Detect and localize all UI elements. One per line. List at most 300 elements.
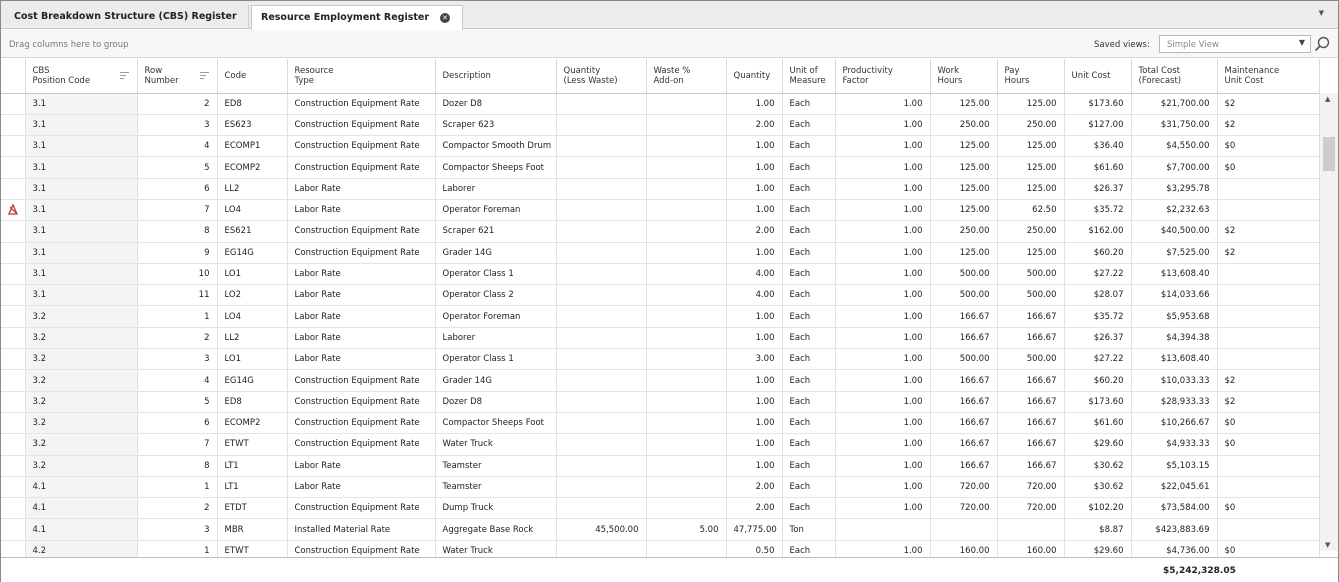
table-cell[interactable] [646, 306, 726, 327]
tab-cbs-register[interactable] [5, 5, 249, 29]
scroll-up-icon[interactable]: ▲ [1325, 95, 1331, 103]
search-icon[interactable] [1314, 36, 1330, 52]
table-cell[interactable]: Each [782, 349, 835, 370]
table-cell[interactable]: Each [782, 242, 835, 263]
table-cell[interactable]: 1.00 [835, 349, 930, 370]
sort-icon[interactable] [120, 72, 129, 80]
table-cell[interactable]: 3 [137, 519, 217, 540]
table-cell[interactable]: 3.1 [25, 136, 137, 157]
table-cell[interactable]: 3.2 [25, 327, 137, 348]
table-cell[interactable]: 3.1 [25, 263, 137, 284]
table-row[interactable] [1, 306, 1319, 327]
table-cell[interactable]: ECOMP2 [217, 412, 287, 433]
table-cell[interactable]: 5 [137, 157, 217, 178]
table-cell[interactable]: 166.67 [997, 370, 1064, 391]
table-cell[interactable] [556, 221, 646, 242]
table-cell[interactable] [556, 455, 646, 476]
table-cell[interactable]: 1.00 [726, 178, 782, 199]
table-cell[interactable]: $27.22 [1064, 263, 1131, 284]
table-cell[interactable]: Construction Equipment Rate [287, 136, 435, 157]
table-cell[interactable]: ES621 [217, 221, 287, 242]
table-cell[interactable]: 1.00 [835, 93, 930, 114]
table-cell[interactable]: $30.62 [1064, 476, 1131, 497]
table-cell[interactable]: 166.67 [997, 327, 1064, 348]
table-cell[interactable]: 8 [137, 221, 217, 242]
tab-resource-employment-register[interactable] [251, 5, 463, 30]
table-cell[interactable]: 62.50 [997, 199, 1064, 220]
table-cell[interactable]: $2 [1217, 242, 1319, 263]
table-cell[interactable] [556, 263, 646, 284]
table-cell[interactable]: 3.1 [25, 157, 137, 178]
table-cell[interactable]: $102.20 [1064, 498, 1131, 519]
table-cell[interactable]: Laborer [435, 327, 556, 348]
table-cell[interactable]: LO2 [217, 285, 287, 306]
table-cell[interactable]: Operator Foreman [435, 306, 556, 327]
table-cell[interactable]: Each [782, 285, 835, 306]
table-cell[interactable]: 125.00 [930, 199, 997, 220]
table-row[interactable] [1, 114, 1319, 135]
table-cell[interactable]: 1.00 [835, 157, 930, 178]
table-cell[interactable]: 1.00 [835, 306, 930, 327]
table-cell[interactable]: $2 [1217, 370, 1319, 391]
table-cell[interactable] [646, 349, 726, 370]
table-cell[interactable]: $35.72 [1064, 199, 1131, 220]
table-cell[interactable]: $60.20 [1064, 370, 1131, 391]
table-cell[interactable]: 2.00 [726, 221, 782, 242]
column-header[interactable] [997, 59, 1064, 93]
table-cell[interactable]: $2 [1217, 391, 1319, 412]
table-cell[interactable]: $2 [1217, 93, 1319, 114]
table-cell[interactable]: 125.00 [930, 242, 997, 263]
table-cell[interactable]: EG14G [217, 242, 287, 263]
table-cell[interactable]: Dozer D8 [435, 93, 556, 114]
chevron-down-icon[interactable]: ▼ [1318, 9, 1324, 17]
table-row[interactable] [1, 242, 1319, 263]
table-cell[interactable]: 47,775.00 [726, 519, 782, 540]
table-cell[interactable]: 1.00 [835, 178, 930, 199]
table-cell[interactable] [556, 114, 646, 135]
table-cell[interactable]: 166.67 [930, 370, 997, 391]
table-cell[interactable]: ES623 [217, 114, 287, 135]
table-cell[interactable]: $13,608.40 [1131, 349, 1217, 370]
table-cell[interactable]: 1.00 [835, 327, 930, 348]
column-header[interactable] [556, 59, 646, 93]
table-cell[interactable]: Construction Equipment Rate [287, 434, 435, 455]
table-cell[interactable]: 3.1 [25, 178, 137, 199]
table-cell[interactable]: 0.50 [726, 540, 782, 561]
table-cell[interactable] [646, 455, 726, 476]
table-cell[interactable] [1217, 285, 1319, 306]
table-cell[interactable]: Labor Rate [287, 476, 435, 497]
table-cell[interactable]: 125.00 [997, 136, 1064, 157]
table-cell[interactable]: 4 [137, 370, 217, 391]
table-cell[interactable]: Each [782, 221, 835, 242]
table-cell[interactable]: 160.00 [997, 540, 1064, 561]
table-cell[interactable]: 10 [137, 263, 217, 284]
table-cell[interactable]: 1.00 [835, 434, 930, 455]
table-cell[interactable] [556, 306, 646, 327]
column-header[interactable] [835, 59, 930, 93]
table-cell[interactable]: Labor Rate [287, 178, 435, 199]
table-cell[interactable]: 2 [137, 498, 217, 519]
table-cell[interactable]: 125.00 [997, 242, 1064, 263]
table-cell[interactable] [556, 391, 646, 412]
table-cell[interactable]: 1.00 [835, 412, 930, 433]
table-cell[interactable] [646, 285, 726, 306]
table-cell[interactable]: $26.37 [1064, 327, 1131, 348]
table-cell[interactable] [646, 136, 726, 157]
table-cell[interactable]: 3.2 [25, 412, 137, 433]
table-cell[interactable]: 3.2 [25, 370, 137, 391]
table-cell[interactable]: ED8 [217, 93, 287, 114]
table-cell[interactable]: 166.67 [997, 434, 1064, 455]
table-cell[interactable]: 1.00 [835, 476, 930, 497]
table-cell[interactable]: Each [782, 178, 835, 199]
table-cell[interactable]: 166.67 [930, 455, 997, 476]
table-row[interactable] [1, 434, 1319, 455]
table-cell[interactable]: 125.00 [930, 157, 997, 178]
table-cell[interactable]: 4.2 [25, 540, 137, 561]
table-cell[interactable]: 125.00 [997, 93, 1064, 114]
table-cell[interactable]: $7,700.00 [1131, 157, 1217, 178]
table-cell[interactable] [1217, 519, 1319, 540]
table-row[interactable] [1, 199, 1319, 220]
table-cell[interactable]: 2 [137, 93, 217, 114]
table-cell[interactable]: $4,550.00 [1131, 136, 1217, 157]
table-cell[interactable]: Each [782, 540, 835, 561]
table-cell[interactable]: 1.00 [726, 93, 782, 114]
table-cell[interactable]: $61.60 [1064, 412, 1131, 433]
table-cell[interactable] [646, 157, 726, 178]
table-cell[interactable]: $29.60 [1064, 434, 1131, 455]
table-cell[interactable]: $423,883.69 [1131, 519, 1217, 540]
table-cell[interactable]: Grader 14G [435, 242, 556, 263]
table-cell[interactable]: 6 [137, 178, 217, 199]
table-cell[interactable]: $10,033.33 [1131, 370, 1217, 391]
table-cell[interactable]: Construction Equipment Rate [287, 221, 435, 242]
table-cell[interactable]: 166.67 [930, 327, 997, 348]
table-cell[interactable]: $28.07 [1064, 285, 1131, 306]
table-cell[interactable]: 3.1 [25, 114, 137, 135]
table-cell[interactable]: $0 [1217, 434, 1319, 455]
scroll-down-icon[interactable]: ▼ [1325, 541, 1331, 549]
table-cell[interactable]: ECOMP1 [217, 136, 287, 157]
table-cell[interactable]: 250.00 [997, 114, 1064, 135]
table-row[interactable] [1, 93, 1319, 114]
table-cell[interactable]: $29.60 [1064, 540, 1131, 561]
table-row[interactable] [1, 221, 1319, 242]
table-cell[interactable]: 1.00 [726, 136, 782, 157]
table-cell[interactable]: Dump Truck [435, 498, 556, 519]
table-cell[interactable] [646, 370, 726, 391]
table-cell[interactable]: $162.00 [1064, 221, 1131, 242]
table-cell[interactable]: $13,608.40 [1131, 263, 1217, 284]
table-row[interactable] [1, 136, 1319, 157]
table-row[interactable] [1, 327, 1319, 348]
table-cell[interactable]: 3.1 [25, 93, 137, 114]
table-cell[interactable]: $3,295.78 [1131, 178, 1217, 199]
table-cell[interactable]: 166.67 [997, 412, 1064, 433]
table-cell[interactable]: $5,953.68 [1131, 306, 1217, 327]
table-cell[interactable]: MBR [217, 519, 287, 540]
table-cell[interactable] [646, 93, 726, 114]
column-header[interactable] [782, 59, 835, 93]
table-cell[interactable]: Each [782, 263, 835, 284]
column-header[interactable] [287, 59, 435, 93]
column-header[interactable] [217, 59, 287, 93]
table-cell[interactable]: 1.00 [726, 370, 782, 391]
table-cell[interactable]: 7 [137, 199, 217, 220]
table-cell[interactable]: 4 [137, 136, 217, 157]
table-cell[interactable]: 1.00 [726, 391, 782, 412]
table-cell[interactable] [646, 391, 726, 412]
table-cell[interactable]: 1.00 [835, 114, 930, 135]
table-cell[interactable] [1217, 178, 1319, 199]
table-cell[interactable]: $2,232.63 [1131, 199, 1217, 220]
table-cell[interactable]: 1.00 [835, 136, 930, 157]
table-cell[interactable]: 4.00 [726, 285, 782, 306]
table-cell[interactable]: ETDT [217, 498, 287, 519]
table-cell[interactable]: Dozer D8 [435, 391, 556, 412]
table-cell[interactable] [646, 327, 726, 348]
table-cell[interactable]: 4.1 [25, 476, 137, 497]
table-cell[interactable]: Each [782, 370, 835, 391]
table-cell[interactable]: 1.00 [835, 370, 930, 391]
table-cell[interactable]: Labor Rate [287, 285, 435, 306]
table-cell[interactable]: $60.20 [1064, 242, 1131, 263]
table-cell[interactable]: 500.00 [930, 349, 997, 370]
table-cell[interactable]: Labor Rate [287, 199, 435, 220]
table-row[interactable] [1, 391, 1319, 412]
table-cell[interactable] [646, 242, 726, 263]
table-cell[interactable] [556, 412, 646, 433]
table-row[interactable] [1, 370, 1319, 391]
table-cell[interactable]: $14,033.66 [1131, 285, 1217, 306]
table-cell[interactable]: 1.00 [726, 199, 782, 220]
table-cell[interactable]: 1.00 [835, 221, 930, 242]
table-cell[interactable]: Each [782, 498, 835, 519]
table-cell[interactable]: Installed Material Rate [287, 519, 435, 540]
column-header[interactable] [930, 59, 997, 93]
group-panel[interactable] [1, 30, 1338, 58]
table-cell[interactable]: 11 [137, 285, 217, 306]
table-cell[interactable]: 3.1 [25, 285, 137, 306]
column-header[interactable] [25, 59, 137, 93]
table-cell[interactable] [556, 476, 646, 497]
table-cell[interactable]: Construction Equipment Rate [287, 93, 435, 114]
table-cell[interactable] [1217, 327, 1319, 348]
table-cell[interactable]: 3.2 [25, 391, 137, 412]
table-cell[interactable]: Labor Rate [287, 327, 435, 348]
table-cell[interactable] [646, 476, 726, 497]
table-cell[interactable]: 3.2 [25, 306, 137, 327]
table-cell[interactable]: Compactor Sheeps Foot [435, 157, 556, 178]
table-cell[interactable]: $0 [1217, 540, 1319, 561]
table-cell[interactable] [556, 178, 646, 199]
table-cell[interactable]: $28,933.33 [1131, 391, 1217, 412]
table-cell[interactable]: 5.00 [646, 519, 726, 540]
table-cell[interactable]: LT1 [217, 476, 287, 497]
table-cell[interactable]: 166.67 [930, 434, 997, 455]
column-header[interactable] [137, 59, 217, 93]
table-cell[interactable]: 1 [137, 306, 217, 327]
table-cell[interactable]: Each [782, 476, 835, 497]
table-cell[interactable]: 250.00 [930, 221, 997, 242]
table-cell[interactable]: $0 [1217, 498, 1319, 519]
table-cell[interactable]: Grader 14G [435, 370, 556, 391]
table-cell[interactable]: LT1 [217, 455, 287, 476]
table-cell[interactable]: 5 [137, 391, 217, 412]
table-cell[interactable]: Each [782, 391, 835, 412]
table-cell[interactable]: $21,700.00 [1131, 93, 1217, 114]
table-cell[interactable]: 4.00 [726, 263, 782, 284]
table-cell[interactable]: 1.00 [835, 199, 930, 220]
table-cell[interactable] [646, 199, 726, 220]
table-cell[interactable]: 3.1 [25, 199, 137, 220]
table-cell[interactable]: 125.00 [930, 136, 997, 157]
table-cell[interactable]: Compactor Smooth Drum [435, 136, 556, 157]
table-cell[interactable]: Operator Foreman [435, 199, 556, 220]
table-cell[interactable]: 500.00 [997, 285, 1064, 306]
table-cell[interactable]: $8.87 [1064, 519, 1131, 540]
table-cell[interactable]: 1.00 [726, 434, 782, 455]
table-cell[interactable]: Each [782, 136, 835, 157]
table-cell[interactable]: Construction Equipment Rate [287, 242, 435, 263]
table-cell[interactable]: 720.00 [997, 498, 1064, 519]
table-cell[interactable]: 500.00 [997, 263, 1064, 284]
table-cell[interactable]: $173.60 [1064, 93, 1131, 114]
table-cell[interactable]: Teamster [435, 455, 556, 476]
table-cell[interactable] [646, 221, 726, 242]
table-cell[interactable]: 3 [137, 114, 217, 135]
table-cell[interactable]: 4.1 [25, 498, 137, 519]
table-cell[interactable] [646, 178, 726, 199]
table-cell[interactable]: $35.72 [1064, 306, 1131, 327]
table-cell[interactable]: 3.1 [25, 242, 137, 263]
table-cell[interactable]: 720.00 [930, 498, 997, 519]
table-cell[interactable] [556, 157, 646, 178]
table-row[interactable] [1, 455, 1319, 476]
sort-icon[interactable] [200, 72, 209, 80]
table-cell[interactable]: $7,525.00 [1131, 242, 1217, 263]
table-cell[interactable]: Each [782, 199, 835, 220]
table-cell[interactable] [556, 327, 646, 348]
table-cell[interactable]: 8 [137, 455, 217, 476]
table-cell[interactable]: Scraper 621 [435, 221, 556, 242]
table-cell[interactable]: Construction Equipment Rate [287, 412, 435, 433]
table-cell[interactable]: Construction Equipment Rate [287, 370, 435, 391]
table-cell[interactable]: Labor Rate [287, 349, 435, 370]
table-cell[interactable]: $0 [1217, 157, 1319, 178]
table-cell[interactable]: LL2 [217, 178, 287, 199]
table-cell[interactable]: Each [782, 412, 835, 433]
table-cell[interactable]: Laborer [435, 178, 556, 199]
column-header[interactable] [1064, 59, 1131, 93]
table-cell[interactable]: $26.37 [1064, 178, 1131, 199]
table-cell[interactable]: 500.00 [930, 285, 997, 306]
table-cell[interactable] [556, 370, 646, 391]
table-cell[interactable]: 1.00 [835, 498, 930, 519]
table-cell[interactable]: LO4 [217, 306, 287, 327]
table-cell[interactable] [1217, 455, 1319, 476]
table-cell[interactable]: LO1 [217, 349, 287, 370]
table-cell[interactable]: 1.00 [835, 455, 930, 476]
table-cell[interactable]: 1.00 [726, 306, 782, 327]
table-cell[interactable]: Labor Rate [287, 455, 435, 476]
table-cell[interactable] [556, 434, 646, 455]
table-cell[interactable]: 1.00 [835, 242, 930, 263]
table-row[interactable] [1, 178, 1319, 199]
table-cell[interactable] [646, 114, 726, 135]
table-cell[interactable]: 1.00 [835, 540, 930, 561]
table-cell[interactable]: Each [782, 93, 835, 114]
table-cell[interactable]: Each [782, 306, 835, 327]
table-cell[interactable]: LL2 [217, 327, 287, 348]
table-cell[interactable] [646, 498, 726, 519]
table-cell[interactable]: 1.00 [726, 455, 782, 476]
table-cell[interactable]: Construction Equipment Rate [287, 498, 435, 519]
table-row[interactable] [1, 498, 1319, 519]
table-cell[interactable]: 1.00 [726, 157, 782, 178]
table-cell[interactable]: $10,266.67 [1131, 412, 1217, 433]
table-cell[interactable] [1217, 306, 1319, 327]
table-cell[interactable]: Operator Class 1 [435, 263, 556, 284]
table-cell[interactable]: 2.00 [726, 498, 782, 519]
table-cell[interactable]: Compactor Sheeps Foot [435, 412, 556, 433]
column-header[interactable] [435, 59, 556, 93]
table-cell[interactable] [1217, 349, 1319, 370]
table-cell[interactable]: 160.00 [930, 540, 997, 561]
column-header[interactable] [1217, 59, 1319, 93]
table-row[interactable] [1, 263, 1319, 284]
table-cell[interactable]: 166.67 [930, 306, 997, 327]
scroll-thumb[interactable] [1323, 137, 1335, 171]
table-cell[interactable]: 125.00 [930, 93, 997, 114]
table-cell[interactable]: $73,584.00 [1131, 498, 1217, 519]
table-cell[interactable]: 125.00 [930, 178, 997, 199]
table-cell[interactable] [1217, 476, 1319, 497]
table-cell[interactable]: 166.67 [930, 391, 997, 412]
table-row[interactable] [1, 285, 1319, 306]
table-cell[interactable]: $0 [1217, 136, 1319, 157]
table-cell[interactable]: $2 [1217, 114, 1319, 135]
table-cell[interactable]: 1.00 [835, 391, 930, 412]
table-cell[interactable]: ECOMP2 [217, 157, 287, 178]
table-cell[interactable] [1217, 199, 1319, 220]
table-cell[interactable]: 3.2 [25, 434, 137, 455]
table-cell[interactable]: 1.00 [726, 412, 782, 433]
table-cell[interactable]: Construction Equipment Rate [287, 391, 435, 412]
table-cell[interactable] [556, 498, 646, 519]
table-cell[interactable]: 720.00 [930, 476, 997, 497]
table-cell[interactable]: $2 [1217, 221, 1319, 242]
table-cell[interactable]: EG14G [217, 370, 287, 391]
table-cell[interactable]: 166.67 [930, 412, 997, 433]
table-cell[interactable]: 125.00 [997, 178, 1064, 199]
table-cell[interactable]: Teamster [435, 476, 556, 497]
table-cell[interactable] [556, 242, 646, 263]
table-cell[interactable]: $4,394.38 [1131, 327, 1217, 348]
chevron-down-icon[interactable]: ▼ [1298, 38, 1305, 47]
table-cell[interactable]: 250.00 [930, 114, 997, 135]
table-cell[interactable]: Water Truck [435, 540, 556, 561]
table-cell[interactable]: $4,736.00 [1131, 540, 1217, 561]
table-cell[interactable]: ETWT [217, 540, 287, 561]
table-row[interactable] [1, 476, 1319, 497]
close-icon[interactable]: ✕ [440, 13, 450, 23]
table-cell[interactable] [835, 519, 930, 540]
table-cell[interactable]: $30.62 [1064, 455, 1131, 476]
